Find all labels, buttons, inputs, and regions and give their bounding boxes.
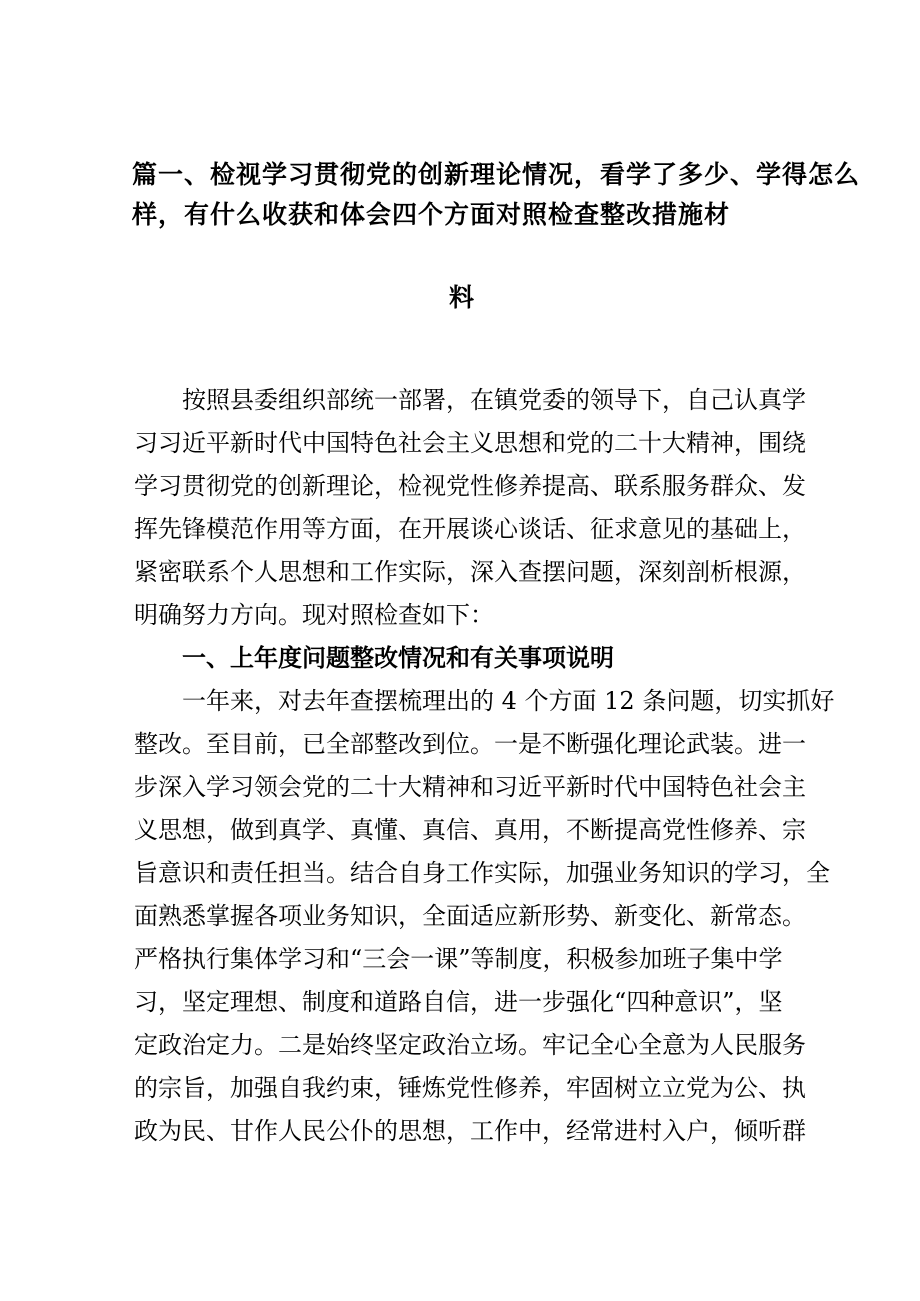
section-1-heading: 一、上年度问题整改情况和有关事项说明 xyxy=(134,643,614,672)
title-line-3: 料 xyxy=(448,283,475,312)
paragraph-2-line-10: 的宗旨，加强自我约束，锤炼党性修养，牢固树立立党为公、执 xyxy=(134,1074,806,1102)
paragraph-1-line-5: 紧密联系个人思想和工作实际，深入查摆问题，深刻剖析根源， xyxy=(134,558,806,586)
paragraph-1-line-6: 明确努力方向。现对照检查如下： xyxy=(134,601,494,629)
paragraph-2-line-3: 步深入学习领会党的二十大精神和习近平新时代中国特色社会主 xyxy=(134,773,806,801)
paragraph-2-line-8: 习，坚定理想、制度和道路自信，进一步强化“四种意识”，坚 xyxy=(134,988,783,1016)
paragraph-2-line-2: 整改。至目前，已全部整改到位。一是不断强化理论武装。进一 xyxy=(134,730,806,758)
paragraph-1-line-3: 学习贯彻党的创新理论，检视党性修养提高、联系服务群众、发 xyxy=(134,472,806,500)
paragraph-2-line-4: 义思想，做到真学、真懂、真信、真用，不断提高党性修养、宗 xyxy=(134,816,806,844)
paragraph-2-line-9: 定政治定力。二是始终坚定政治立场。牢记全心全意为人民服务 xyxy=(134,1031,806,1059)
title-line-2: 样，有什么收获和体会四个方面对照检查整改措施材 xyxy=(132,200,731,229)
paragraph-2-line-5: 旨意识和责任担当。结合自身工作实际，加强业务知识的学习，全 xyxy=(134,859,830,887)
paragraph-2-line-7: 严格执行集体学习和“三会一课”等制度，积极参加班子集中学 xyxy=(134,945,783,973)
paragraph-1-line-2: 习习近平新时代中国特色社会主义思想和党的二十大精神，围绕 xyxy=(134,429,806,457)
paragraph-1-line-1: 按照县委组织部统一部署，在镇党委的领导下，自己认真学 xyxy=(134,386,806,414)
paragraph-1-line-4: 挥先锋模范作用等方面，在开展谈心谈话、征求意见的基础上， xyxy=(134,515,806,543)
paragraph-2-line-6: 面熟悉掌握各项业务知识，全面适应新形势、新变化、新常态。 xyxy=(134,902,806,930)
paragraph-2-line-1: 一年来，对去年查摆梳理出的 4 个方面 12 条问题，切实抓好 xyxy=(134,687,835,715)
paragraph-2-line-11: 政为民、甘作人民公仆的思想，工作中，经常进村入户，倾听群 xyxy=(134,1117,806,1145)
title-line-1: 篇一、检视学习贯彻党的创新理论情况，看学了多少、学得怎么 xyxy=(132,160,861,189)
